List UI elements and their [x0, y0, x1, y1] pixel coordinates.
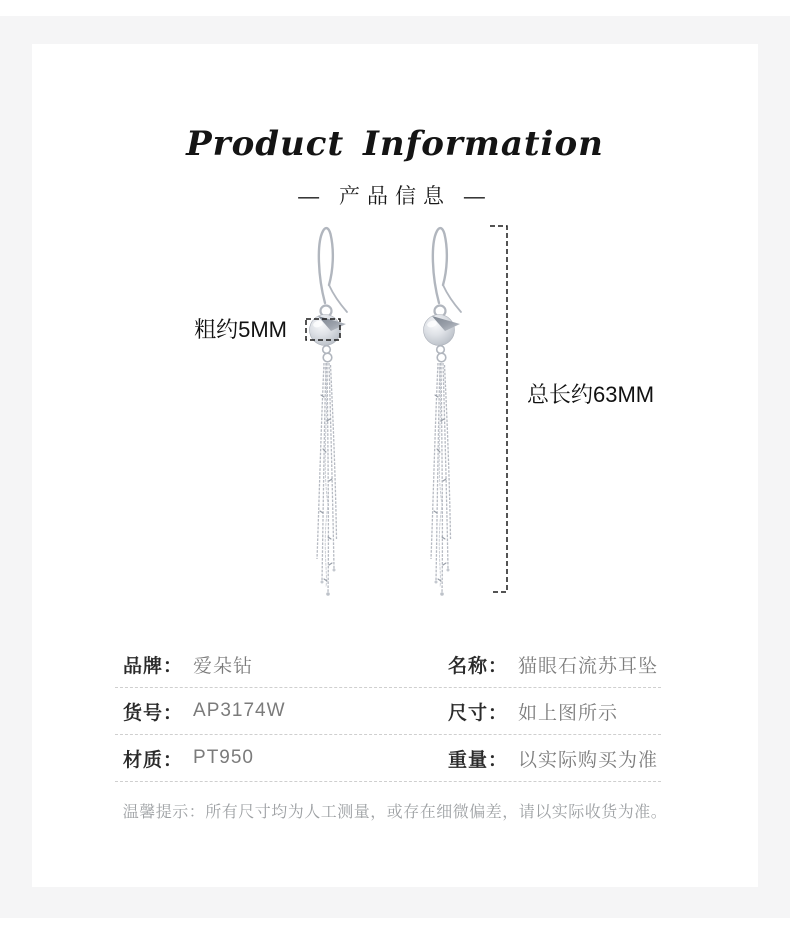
- spec-row-material-weight: [115, 735, 661, 782]
- right-earring: [424, 228, 462, 596]
- item-number-label: 货号：: [123, 702, 184, 724]
- weight-label: 重量：: [448, 749, 509, 771]
- brand-label: 品牌：: [123, 655, 184, 677]
- spec-table: [115, 641, 661, 782]
- earrings-illustration: [32, 214, 758, 624]
- length-measure-line: [490, 226, 507, 592]
- left-earring: [310, 228, 348, 596]
- page-title: Product Information: [186, 124, 604, 164]
- spec-row-itemno-size: [115, 688, 661, 735]
- item-number-value: AP3174W: [193, 700, 286, 721]
- weight-value: 以实际购买为准: [518, 749, 659, 771]
- size-value: 如上图所示: [518, 702, 619, 724]
- material-value: PT950: [193, 747, 254, 768]
- measurement-disclaimer: 温馨提示：所有尺寸均为人工测量，或存在细微偏差，请以实际收货为准。: [122, 804, 668, 821]
- page-subtitle: — 产品信息 —: [298, 185, 492, 208]
- name-value: 猫眼石流苏耳坠: [518, 655, 659, 677]
- product-info-card: [32, 44, 758, 887]
- material-label: 材质：: [123, 749, 184, 771]
- brand-value: 爱朵钻: [193, 655, 254, 677]
- name-label: 名称：: [448, 655, 509, 677]
- bead-size-annotation: 粗约5MM: [194, 317, 287, 342]
- total-length-annotation: 总长约63MM: [527, 382, 655, 407]
- spec-row-brand-name: [115, 641, 661, 688]
- size-label: 尺寸：: [448, 702, 509, 724]
